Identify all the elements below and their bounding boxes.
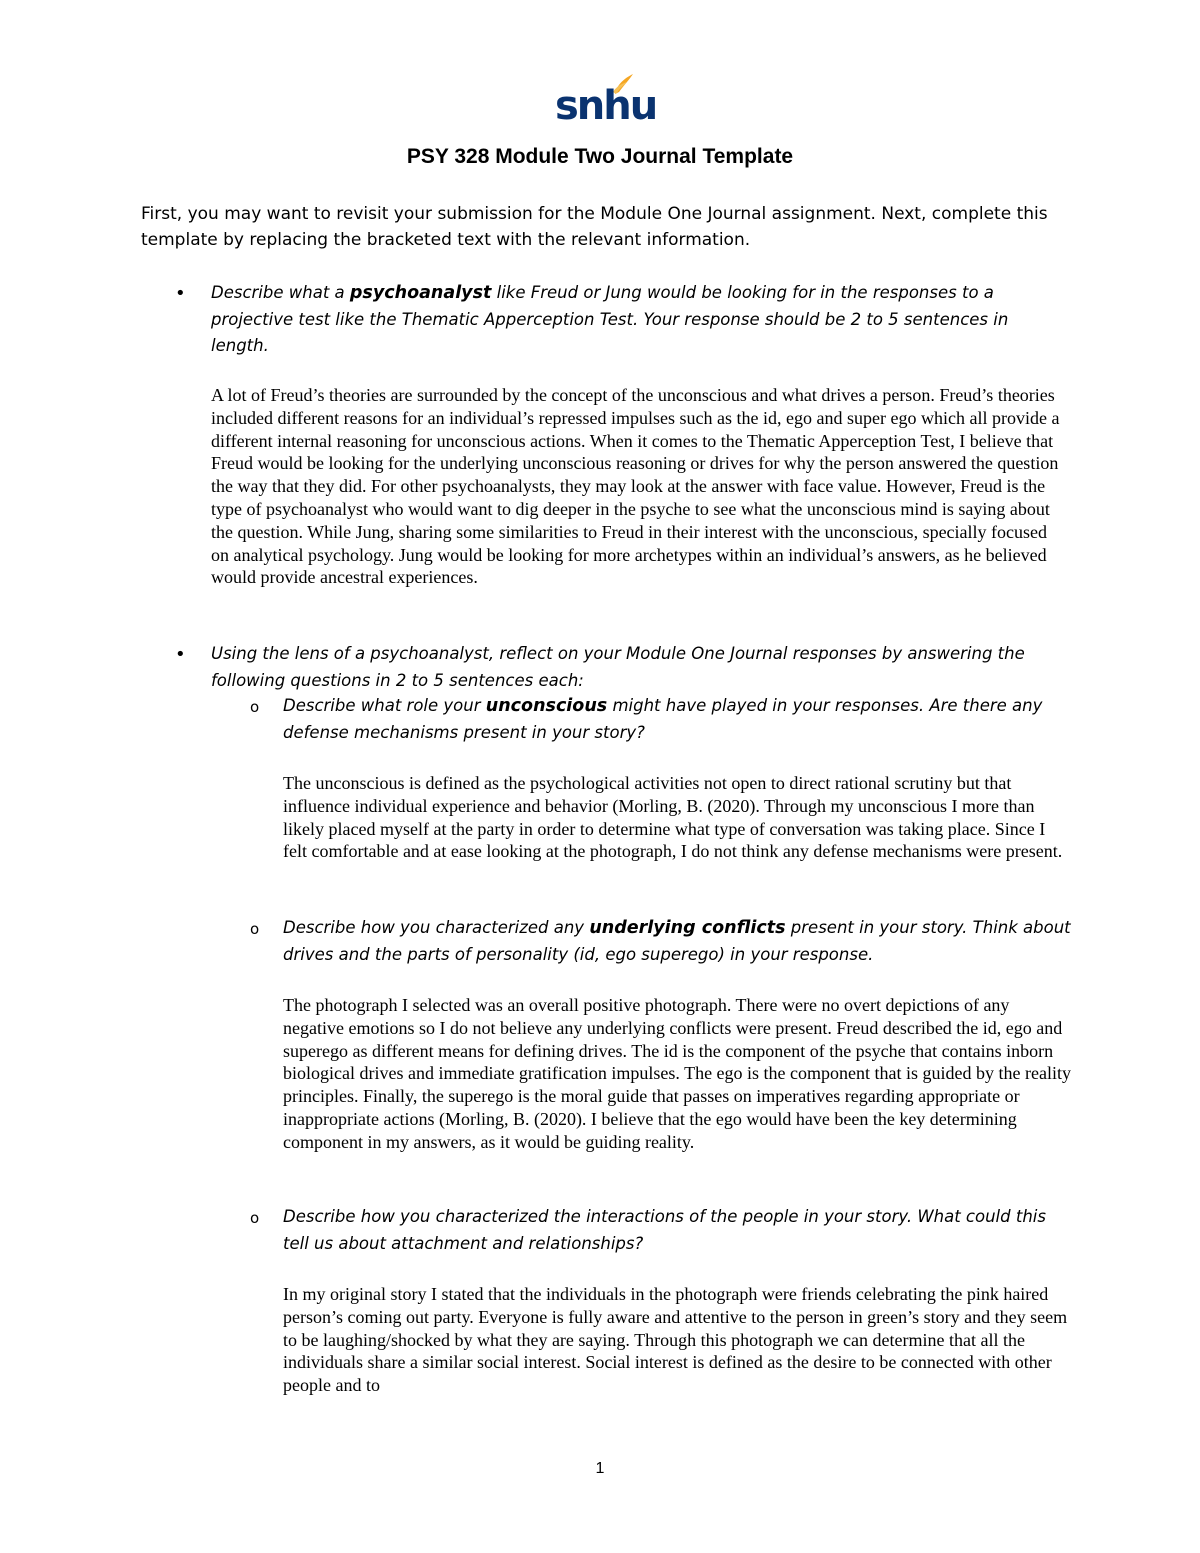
bullet-marker: • [175, 644, 186, 665]
intro-paragraph: First, you may want to revisit your submission for the Module One Journal assignment. Next, complete this template by replacing the bracketed text with the relevant information. [141, 204, 1048, 250]
page-number: 1 [595, 1460, 605, 1477]
bullet-marker: • [175, 283, 186, 304]
snhu-logo [555, 72, 657, 134]
prompt-key-term: underlying conflicts [589, 918, 786, 938]
prompt-text: present in your story. Think about drives and the parts of personality (id, ego superego) in your response. [283, 918, 1071, 964]
subquestion-marker: o [250, 698, 260, 716]
subquestion-2-answer: The photograph I selected was an overall positive photograph. There were no overt depictions of any negative emotions so I do not believe any underlying conflicts were present. Freud described the id, ego and superego as different means for defining drives. The id is the component of the psyche that contains inborn biological drives and immediate gratification impulses. The ego is the component that is guided by the reality principles. Finally, the superego is the moral guide that passes on imperatives regarding appropriate or inappropriate actions (Morling, B. (2020). I believe that the ego would have been the key determining component in my answers, as it would be guiding reality. [283, 995, 1071, 1152]
subquestion-2-prompt [283, 915, 1073, 968]
prompt-text: Describe how you characterized any [283, 918, 590, 937]
subquestion-3-prompt: Describe how you characterized the interactions of the people in your story. What could this tell us about attachment and relationships? [283, 1207, 1046, 1253]
document-title: PSY 328 Module Two Journal Template [406, 145, 794, 168]
prompt-text: might have played in your responses. Are there any defense mechanisms present in your story? [283, 696, 1043, 742]
logo-wordmark: snhu [555, 83, 657, 129]
subquestion-3-answer: In my original story I stated that the individuals in the photograph were friends celebrating the pink haired person’s coming out party. Everyone is fully aware and attentive to the person in green’s story and they seem to be laughing/shocked by what they are saying. Through this photograph we can determine that all the individuals share a similar social interest. Social interest is defined as the desire to be connected with other people and to [283, 1284, 1068, 1396]
subquestion-marker: o [250, 1209, 260, 1227]
bullet-2-prompt: Using the lens of a psychoanalyst, reflect on your Module One Journal responses by answering the following questions in 2 to 5 sentences each: [211, 644, 1025, 690]
prompt-text: Describe what a [211, 283, 350, 302]
bullet-1-prompt [211, 280, 1061, 360]
prompt-text: like Freud or Jung would be looking for in the responses to a projective test like the Thematic Apperception Test. Your response should be 2 to 5 sentences in length. [211, 283, 1009, 355]
prompt-text: Describe what role your [283, 696, 486, 715]
prompt-key-term: psychoanalyst [349, 283, 492, 303]
prompt-key-term: unconscious [485, 696, 608, 716]
bullet-1-answer: A lot of Freud’s theories are surrounded by the concept of the unconscious and what drives a person. Freud’s theories included different reasons for an individual’s repressed impulses such as the id, ego and super ego which all provide a different internal reasoning for unconscious actions. When it comes to the Thematic Apperception Test, I believe that Freud would be looking for the underlying unconscious reasoning or drives for why the person answered the question the way that they did. For other psychoanalysts, they may look at the answer with face value. However, Freud is the type of psychoanalyst who would want to dig deeper in the psyche to see what the unconscious mind is saying about the question. While Jung, sharing some similarities to Freud in their interest with the unconscious, specially focused on analytical psychology. Jung would be looking for more archetypes within an individual’s answers, as he believed would provide ancestral experiences. [211, 385, 1060, 588]
subquestion-marker: o [250, 920, 260, 938]
subquestion-1-answer: The unconscious is defined as the psychological activities not open to direct rational scrutiny but that influence individual experience and behavior (Morling, B. (2020). Through my unconscious I more than likely placed myself at the party in order to determine what type of conversation was taking place. Since I felt comfortable and at ease looking at the photograph, I do not think any defense mechanisms were present. [283, 773, 1063, 862]
subquestion-1-prompt [283, 693, 1073, 746]
